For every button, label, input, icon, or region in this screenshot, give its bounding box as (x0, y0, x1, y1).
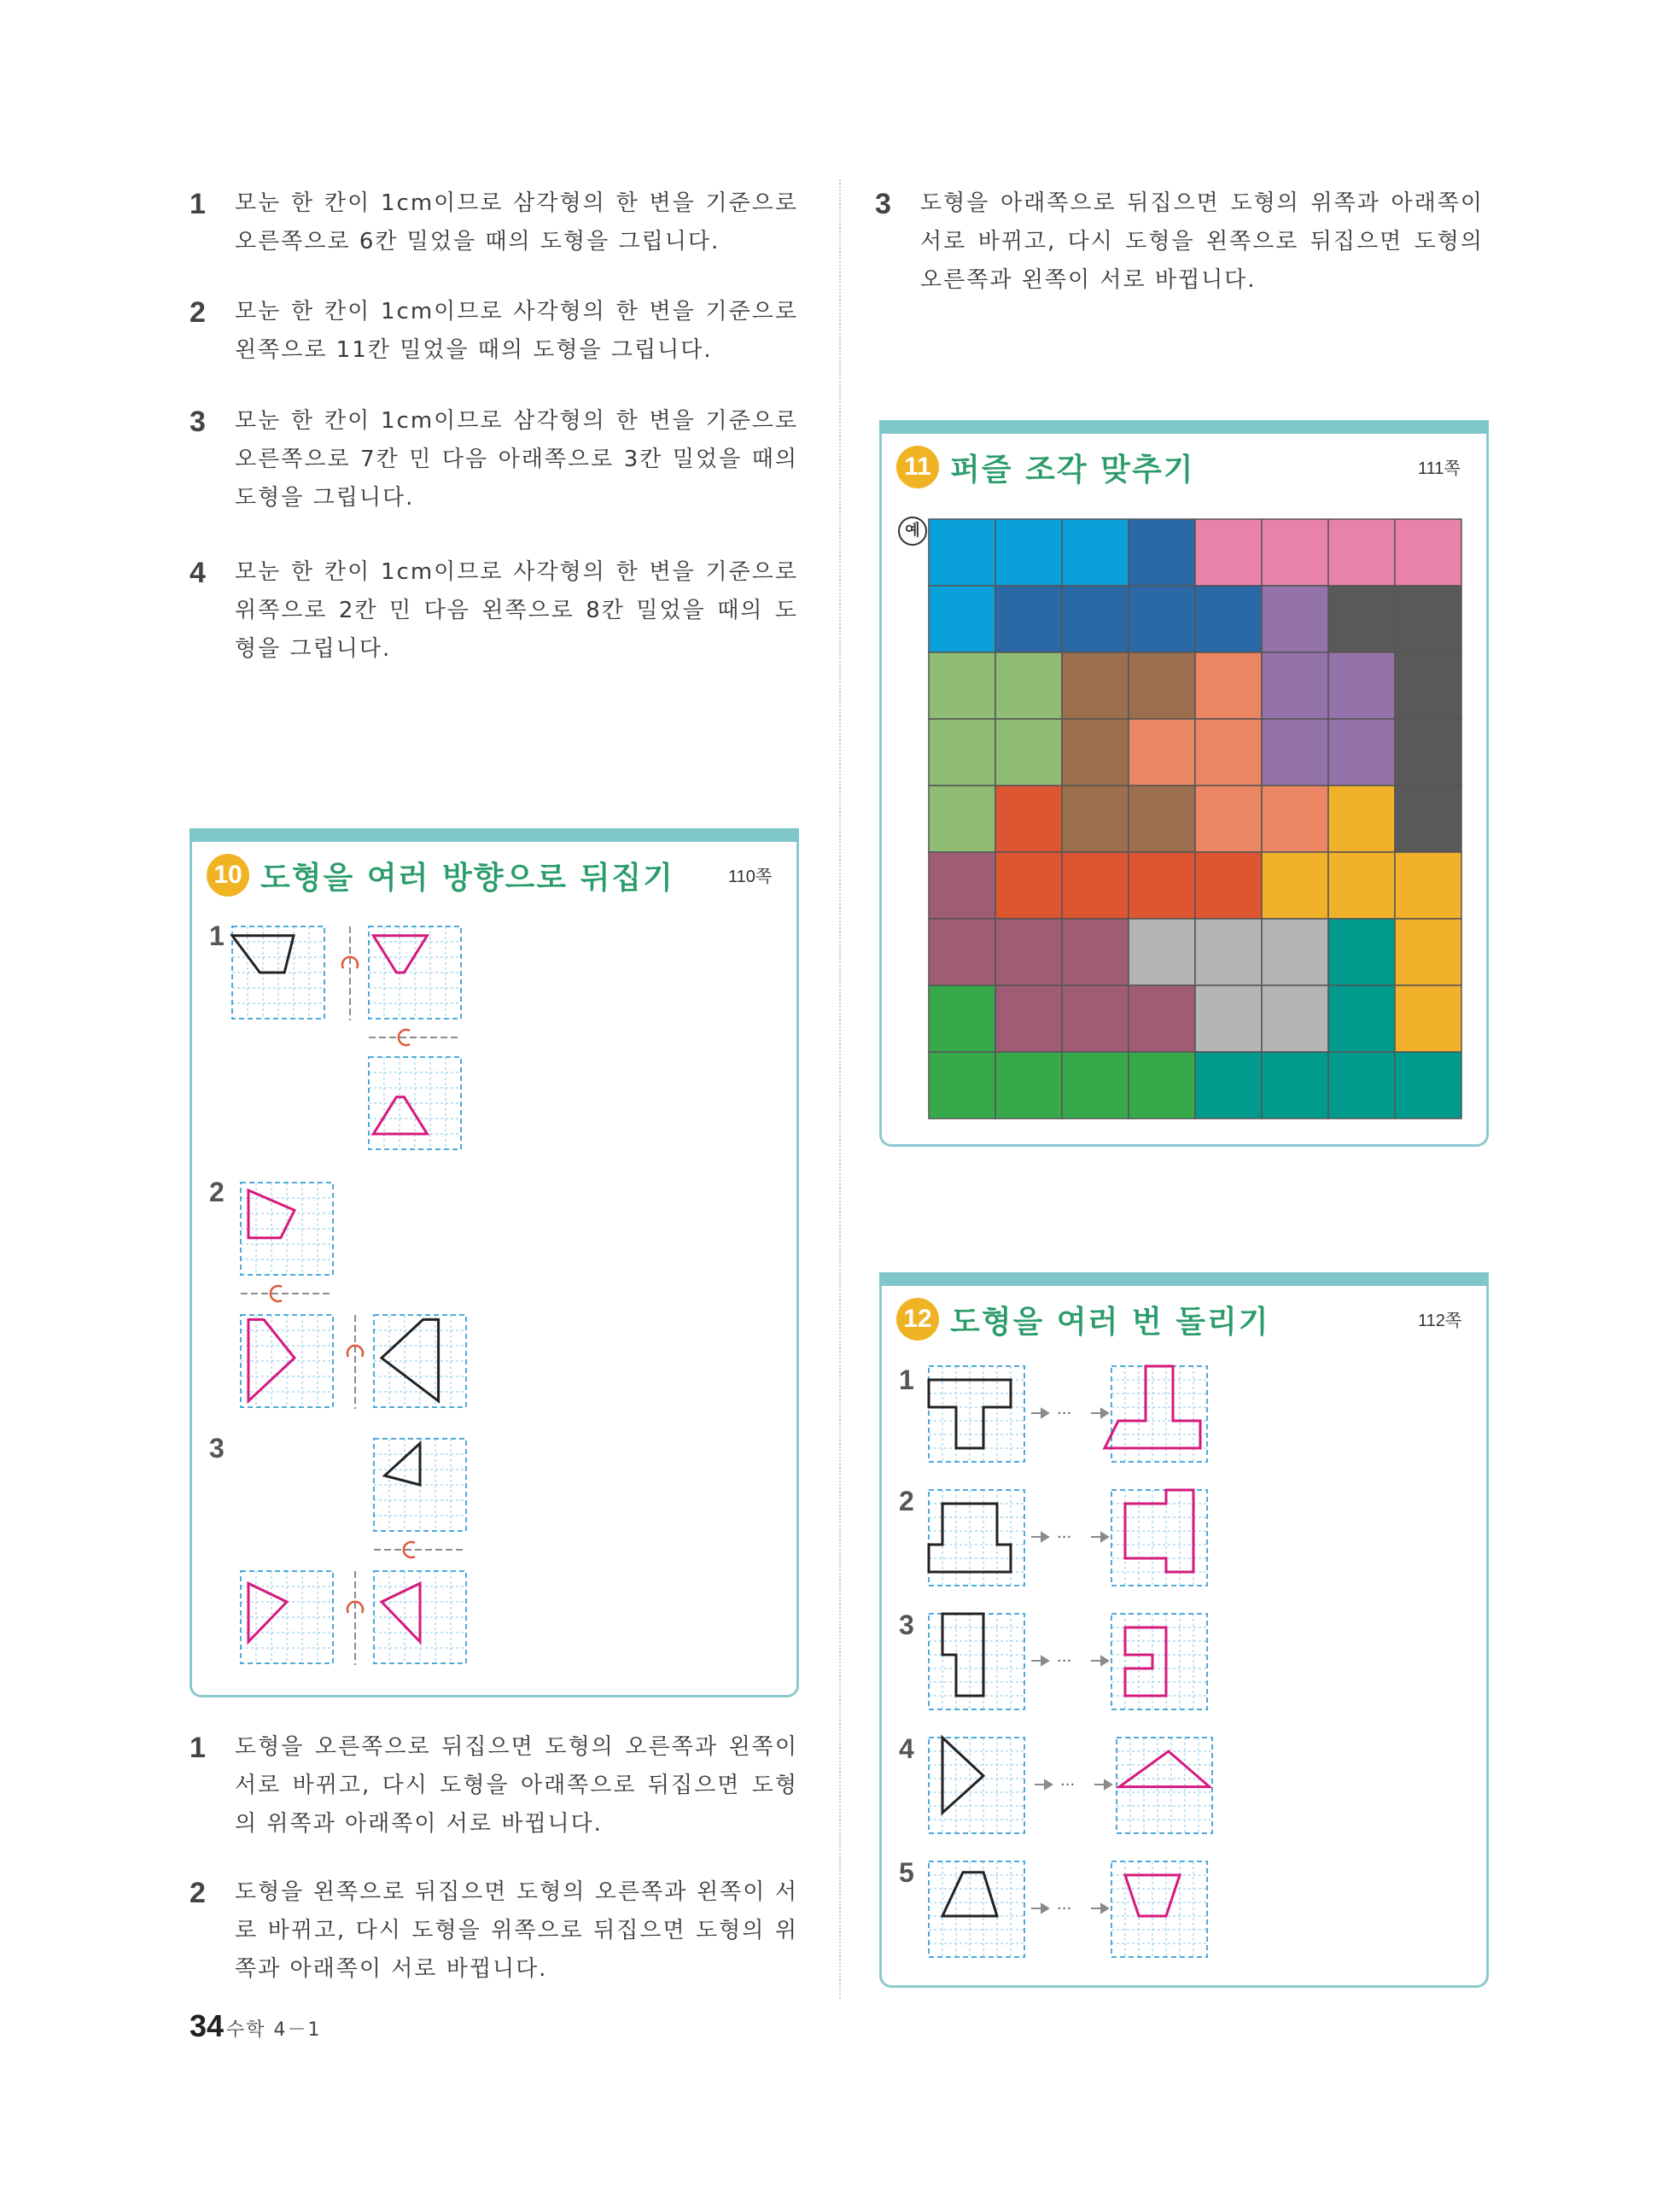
item-text: 모눈 한 칸이 1cm이므로 사각형의 한 변을 기준으로 왼쪽으로 11칸 밀었을 때의 도형을 그립니다. (235, 299, 798, 363)
shape-outline (1125, 1627, 1166, 1696)
arrow-icon (1031, 1409, 1048, 1417)
dot-grid (1117, 1738, 1212, 1833)
arrow-icon (1091, 1533, 1108, 1541)
section-page-ref: 110쪽 (728, 868, 773, 886)
dots-text: ··· (1057, 1528, 1072, 1546)
page-number: 34 (190, 2008, 225, 2043)
item-number: 1 (190, 1732, 206, 1764)
item-number: 1 (190, 188, 206, 220)
grid-border (929, 1861, 1024, 1957)
arrow-icon (1094, 1780, 1111, 1789)
item-text: 모눈 한 칸이 1cm이므로 삼각형의 한 변을 기준으로 오른쪽으로 7칸 민 다음 아래쪽으로 3칸 밀었을 때의 도형을 그립니다. (235, 408, 798, 511)
dots-text: ··· (1057, 1405, 1072, 1423)
section-badge: 10 (207, 854, 249, 897)
item-text: 도형을 오른쪽으로 뒤집으면 도형의 오른쪽과 왼쪽이 서로 바뀌고, 다시 도형을 아래쪽으로 뒤집으면 도형의 위쪽과 아래쪽이 서로 바뀝니다. (235, 1734, 798, 1837)
section-title: 도형을 여러 방향으로 뒤집기 (260, 861, 674, 896)
dots-text: ··· (1057, 1652, 1072, 1670)
item-number: 2 (190, 1877, 206, 1909)
arrow-icon (1091, 1409, 1108, 1417)
problem-label: 2 (209, 1177, 225, 1207)
dots-text: ··· (1060, 1776, 1076, 1794)
dot-grid (929, 1861, 1024, 1957)
section-page-ref: 111쪽 (1418, 459, 1461, 478)
item-number: 3 (190, 406, 206, 438)
arrow-icon (1035, 1780, 1052, 1789)
grid-border (1117, 1738, 1212, 1833)
dots-text: ··· (1057, 1900, 1072, 1918)
shape-outline (1119, 1751, 1210, 1787)
item-text: 도형을 아래쪽으로 뒤집으면 도형의 위쪽과 아래쪽이 서로 바뀌고, 다시 도형을 왼쪽으로 뒤집으면 도형의 오른쪽과 왼쪽이 서로 바뀝니다. (920, 190, 1484, 293)
problem-label: 4 (899, 1733, 914, 1764)
item-text: 도형을 왼쪽으로 뒤집으면 도형의 오른쪽과 왼쪽이 서로 바뀌고, 다시 도형을 위쪽으로 뒤집으면 도형의 위쪽과 아래쪽이 서로 바뀝니다. (235, 1879, 798, 1982)
problem-label: 2 (899, 1486, 914, 1516)
problem-label: 5 (899, 1857, 914, 1888)
shape-outline (942, 1738, 983, 1813)
problem-label: 1 (209, 920, 225, 951)
arrow-icon (1031, 1533, 1048, 1541)
problem-label: 3 (899, 1610, 914, 1640)
problem-label: 1 (899, 1364, 914, 1395)
arrow-icon (1091, 1904, 1108, 1913)
section-page-ref: 112쪽 (1418, 1312, 1462, 1330)
item-number: 3 (875, 188, 891, 220)
arrow-icon (1091, 1656, 1108, 1665)
item-text: 모눈 한 칸이 1cm이므로 사각형의 한 변을 기준으로 위쪽으로 2칸 민 다음 왼쪽으로 8칸 밀었을 때의 도형을 그립니다. (235, 559, 798, 662)
arrow-icon (1031, 1904, 1048, 1913)
arrow-icon (1031, 1656, 1048, 1665)
problem-label: 3 (209, 1433, 225, 1464)
item-number: 2 (190, 296, 206, 329)
section-badge: 11 (896, 446, 939, 488)
example-mark: 예 (898, 517, 927, 546)
item-number: 4 (190, 557, 206, 589)
item-text: 모눈 한 칸이 1cm이므로 삼각형의 한 변을 기준으로 오른쪽으로 6칸 밀었을 때의 도형을 그립니다. (235, 190, 798, 254)
section-title: 퍼즐 조각 맞추기 (950, 453, 1195, 488)
footer-subject: 수학 4－1 (226, 2019, 322, 2041)
section-badge: 12 (896, 1298, 939, 1341)
section-title: 도형을 여러 번 돌리기 (950, 1305, 1270, 1340)
